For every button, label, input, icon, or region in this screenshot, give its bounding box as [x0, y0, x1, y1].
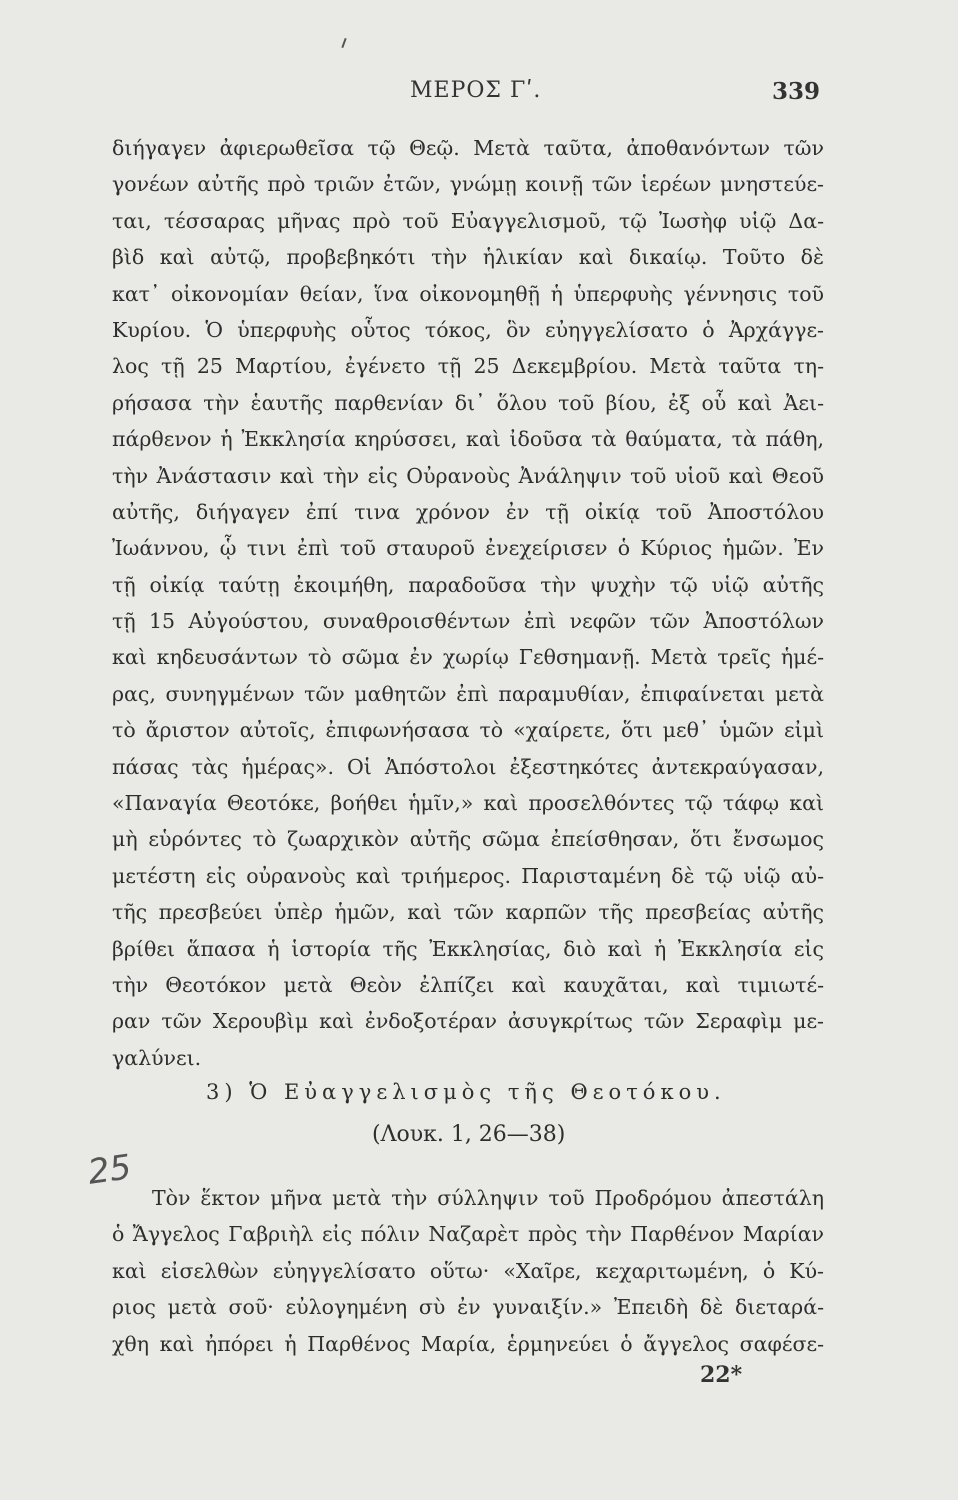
handwritten-margin-note: 25 [85, 1147, 134, 1193]
text-line: τῆς πρεσβεύει ὑπὲρ ἡμῶν, καὶ τῶν καρπῶν τῆς πρεσβείας αὐτῆς [112, 900, 824, 925]
text-line: γαλύνει. [112, 1045, 202, 1070]
text-line: πάσας τὰς ἡμέρας». Οἱ Ἀπόστολοι ἐξεστηκότες ἀντεκραύγασαν, [112, 754, 824, 779]
text-line: καὶ εἰσελθὼν εὐηγγελίσατο οὕτω· «Χαῖρε, κεχαριτωμένη, ὁ Κύ- [112, 1258, 824, 1283]
section-heading: 3) Ὁ Εὐαγγελισμὸς τῆς Θεοτόκου. [206, 1080, 726, 1104]
signature-mark: 22* [700, 1362, 743, 1388]
text-line: μὴ εὑρόντες τὸ ζωαρχικὸν αὐτῆς σῶμα ἐπείσθησαν, ὅτι ἔνσωμος [112, 827, 824, 852]
text-line: γονέων αὐτῆς πρὸ τριῶν ἐτῶν, γνώμῃ κοινῇ τῶν ἱερέων μνηστεύε- [112, 172, 824, 197]
text-line: Κυρίου. Ὁ ὑπερφυὴς οὗτος τόκος, ὃν εὐηγγελίσατο ὁ Ἀρχάγγε- [112, 317, 824, 342]
scripture-reference: (Λουκ. 1, 26—38) [372, 1122, 566, 1147]
text-line: ρήσασα τὴν ἑαυτῆς παρθενίαν δι᾽ ὅλου τοῦ βίου, ἐξ οὗ καὶ Ἀει- [112, 390, 824, 415]
text-line: ραν τῶν Χερουβὶμ καὶ ἐνδοξοτέραν ἀσυγκρίτως τῶν Σεραφὶμ με- [112, 1009, 824, 1034]
text-line: καὶ κηδευσάντων τὸ σῶμα ἐν χωρίῳ Γεθσημανῇ. Μετὰ τρεῖς ἡμέ- [112, 645, 824, 670]
running-title: ΜΕΡΟΣ Γʹ. [410, 78, 542, 103]
text-line: κατ᾽ οἰκονομίαν θείαν, ἵνα οἰκονομηθῇ ἡ ὑπερφυὴς γέννησις τοῦ [112, 281, 824, 306]
text-line: Τὸν ἕκτον μῆνα μετὰ τὴν σύλληψιν τοῦ Προδρόμου ἀπεστάλη [152, 1186, 824, 1210]
text-line: διήγαγεν ἀφιερωθεῖσα τῷ Θεῷ. Μετὰ ταῦτα, ἀποθανόντων τῶν [112, 136, 824, 160]
text-line: Ἰωάννου, ᾧ τινι ἐπὶ τοῦ σταυροῦ ἐνεχείρισεν ὁ Κύριος ἡμῶν. Ἐν [112, 536, 824, 561]
text-line: «Παναγία Θεοτόκε, βοήθει ἡμῖν,» καὶ προσελθόντες τῷ τάφῳ καὶ [112, 791, 824, 816]
page-number: 339 [771, 78, 820, 105]
text-line: τῇ οἰκίᾳ ταύτῃ ἐκοιμήθη, παραδοῦσα τὴν ψυχὴν τῷ υἱῷ αὐτῆς [112, 572, 824, 597]
text-line: τῇ 15 Αὐγούστου, συναθροισθέντων ἐπὶ νεφῶν τῶν Ἀποστόλων [112, 609, 824, 634]
text-line: τὴν Θεοτόκον μετὰ Θεὸν ἐλπίζει καὶ καυχᾶται, καὶ τιμιωτέ- [112, 972, 824, 997]
text-line: χθη καὶ ἠπόρει ἡ Παρθένος Μαρία, ἑρμηνεύει ὁ ἄγγελος σαφέσε- [112, 1331, 824, 1356]
text-line: λος τῇ 25 Μαρτίου, ἐγένετο τῇ 25 Δεκεμβρίου. Μετὰ ταῦτα τη- [112, 354, 824, 379]
paragraph-annunciation [112, 1180, 824, 1362]
text-line: αὐτῆς, διήγαγεν ἐπί τινα χρόνον ἐν τῇ οἰκίᾳ τοῦ Ἀποστόλου [112, 499, 824, 524]
text-line: τὸ ἄριστον αὐτοῖς, ἐπιφωνήσασα τὸ «χαίρετε, ὅτι μεθ᾽ ὑμῶν εἰμὶ [112, 718, 824, 743]
text-line: ριος μετὰ σοῦ· εὐλογημένη σὺ ἐν γυναιξίν.» Ἐπειδὴ δὲ διεταρά- [112, 1295, 824, 1320]
text-line: ρας, συνηγμένων τῶν μαθητῶν ἐπὶ παραμυθίαν, ἐπιφαίνεται μετὰ [112, 681, 824, 706]
pencil-mark [341, 38, 346, 48]
text-line: βὶδ καὶ αὐτῷ, προβεβηκότι τὴν ἡλικίαν καὶ δικαίῳ. Τοῦτο δὲ [112, 245, 824, 270]
text-line: πάρθενον ἡ Ἐκκλησία κηρύσσει, καὶ ἰδοῦσα τὰ θαύματα, τὰ πάθη, [112, 427, 824, 452]
text-line: βρίθει ἅπασα ἡ ἱστορία τῆς Ἐκκλησίας, διὸ καὶ ἡ Ἐκκλησία εἰς [112, 936, 824, 961]
text-line: τὴν Ἀνάστασιν καὶ τὴν εἰς Οὐρανοὺς Ἀνάληψιν τοῦ υἱοῦ καὶ Θεοῦ [112, 463, 824, 488]
text-line: μετέστη εἰς οὐρανοὺς καὶ τριήμερος. Παρισταμένη δὲ τῷ υἱῷ αὐ- [112, 863, 824, 888]
paragraph-main [112, 130, 824, 1076]
text-line: ται, τέσσαρας μῆνας πρὸ τοῦ Εὐαγγελισμοῦ, τῷ Ἰωσὴφ υἱῷ Δα- [112, 208, 824, 233]
running-header [0, 78, 958, 114]
text-line: ὁ Ἄγγελος Γαβριὴλ εἰς πόλιν Ναζαρὲτ πρὸς τὴν Παρθένον Μαρίαν [112, 1222, 824, 1247]
